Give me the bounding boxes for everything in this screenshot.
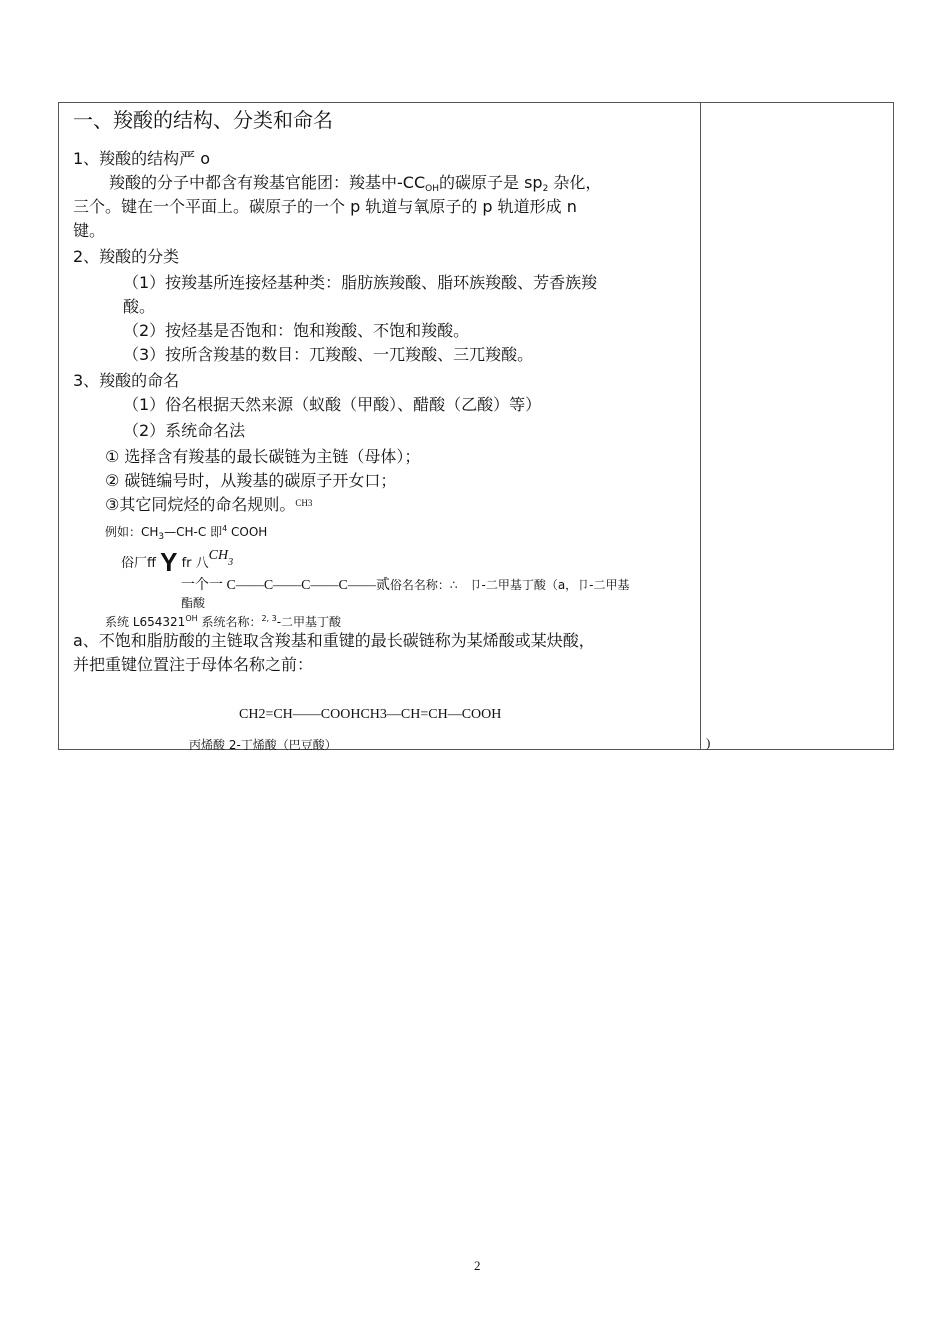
example-line-4: 酯酸 <box>181 596 206 610</box>
text-run: -二甲基丁酸 <box>276 615 342 629</box>
example-line-3 <box>181 575 630 596</box>
superscript: 4 <box>222 524 228 533</box>
branch-bond-symbol: Y <box>160 547 178 577</box>
right-column-mark: ) <box>706 735 711 750</box>
column-divider <box>700 103 701 749</box>
ch3-label: CH3 <box>295 498 313 508</box>
superscript: OH <box>185 614 198 623</box>
classification-item-1: （1）按羧基所连接烃基种类：脂肪族羧酸、脂环族羧酸、芳香族羧 <box>123 273 598 292</box>
example-line-2 <box>121 543 233 577</box>
common-name: 俗名名称：∴ 卩-二甲基丁酸（a，卩-二甲基 <box>389 578 630 592</box>
example-line-5 <box>105 611 341 630</box>
text-run: 例如：CH <box>105 525 159 539</box>
content-table <box>58 102 894 750</box>
classification-item-3: （3）按所含羧基的数目：兀羧酸、一兀羧酸、三兀羧酸。 <box>123 345 534 364</box>
text-run: COOH <box>227 525 268 539</box>
structure-paragraph-line3: 键。 <box>73 221 106 240</box>
naming-item-2: （2）系统命名法 <box>123 421 246 440</box>
superscript: 2, 3 <box>261 614 277 623</box>
subscript: OH <box>425 184 439 194</box>
text-run: 羧酸的分子中都含有羧基官能团：羧基中-CC <box>109 173 426 192</box>
structure-paragraph-line2: 三个。键在一个平面上。碳原子的一个 p 轨道与氧原子的 p 轨道形成 n <box>73 197 577 216</box>
text-run: 系统 L654321 <box>105 615 186 629</box>
classification-item-2: （2）按烃基是否饱和：饱和羧酸、不饱和羧酸。 <box>123 321 470 340</box>
ch3-label: CH <box>208 548 229 563</box>
example-line-1 <box>105 521 267 545</box>
subscript: 3 <box>158 532 165 542</box>
text-run: ③其它同烷烃的命名规则。 <box>105 495 296 514</box>
text-run: 即 <box>206 525 223 539</box>
naming-rule-1: ① 选择含有羧基的最长碳链为主链（母体）； <box>105 447 421 466</box>
page-number: 2 <box>474 1258 481 1273</box>
classification-heading: 2、羧酸的分类 <box>73 247 180 266</box>
text-run: 杂化， <box>548 173 602 192</box>
unsaturated-paragraph-line1: a、不饱和脂肪酸的主链取含羧基和重键的最长碳链称为某烯酸或某炔酸， <box>73 631 595 650</box>
text-run: 的碳原子是 sp <box>438 173 543 192</box>
unsaturated-paragraph-line2: 并把重键位置注于母体名称之前： <box>73 655 314 674</box>
naming-item-1: （1）俗名根据天然来源（蚁酸（甲酸）、醋酸（乙酸）等） <box>123 395 542 414</box>
structure-heading: 1、羧酸的结构严 o <box>73 149 211 168</box>
subscript: 3 <box>228 557 234 568</box>
text-run: 系统名称： <box>197 615 262 629</box>
naming-rule-2: ② 碳链编号时，从羧基的碳原子开女口； <box>105 471 397 490</box>
naming-rule-3 <box>105 495 312 515</box>
subscript: 2 <box>542 184 549 194</box>
unsaturated-names: 丙烯酸 2-丁烯酸（巴豆酸） <box>189 738 337 752</box>
text-run: 俗厂ff <box>121 556 156 571</box>
structure-paragraph-line1 <box>109 173 601 199</box>
naming-heading: 3、羧酸的命名 <box>73 371 180 390</box>
carbon-chain: 一个一 C——C——C——C——贰 <box>181 578 390 593</box>
section-title: 一、羧酸的结构、分类和命名 <box>73 108 333 132</box>
text-run: —CH-C <box>164 525 207 539</box>
classification-item-1-cont: 酸。 <box>123 297 156 316</box>
text-run: fr 八 <box>181 556 209 571</box>
unsaturated-formulas: CH2=CH——COOHCH3—CH=CH—COOH <box>239 707 502 722</box>
